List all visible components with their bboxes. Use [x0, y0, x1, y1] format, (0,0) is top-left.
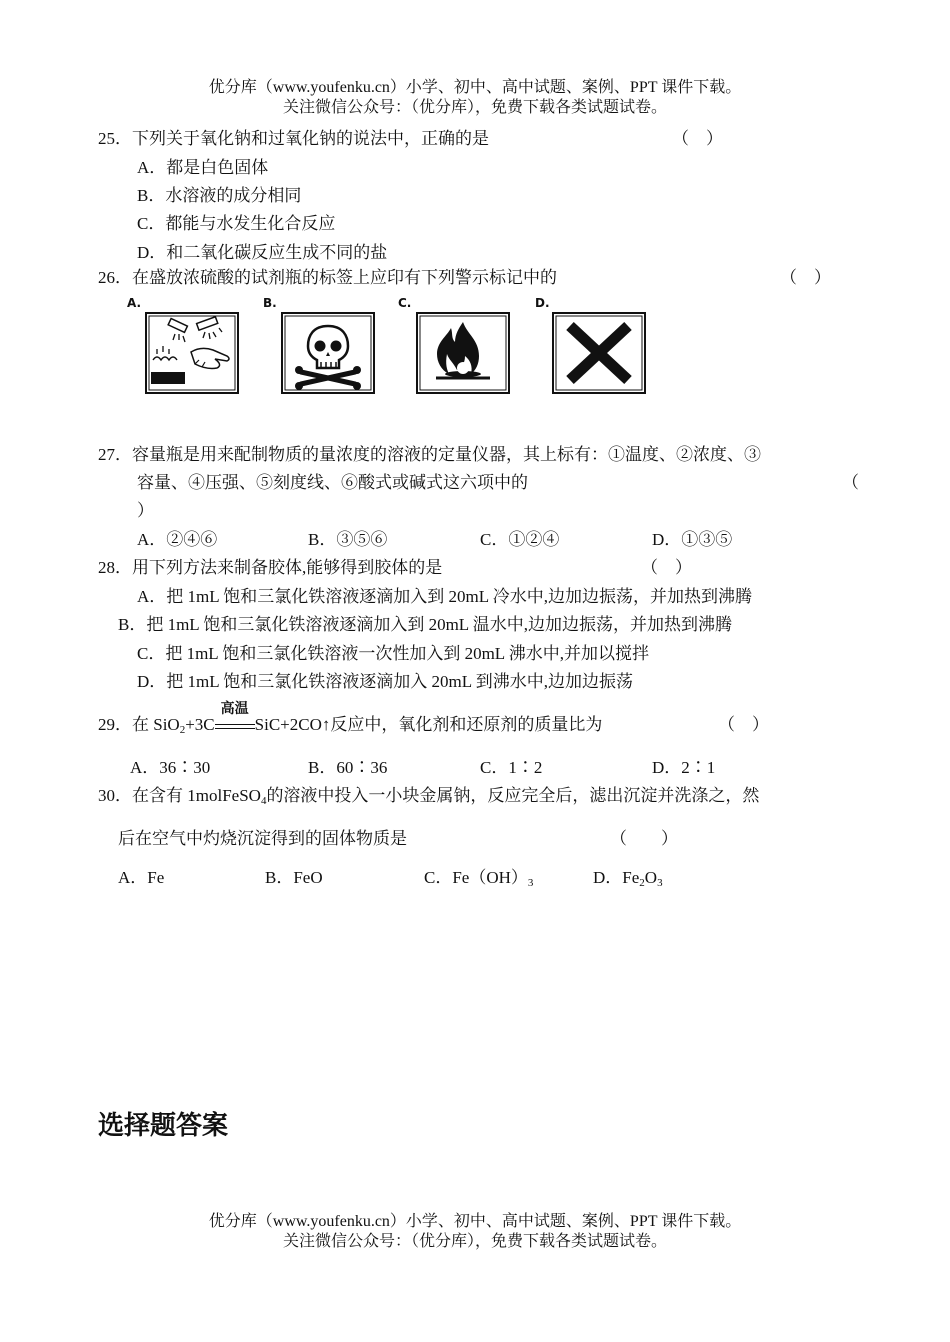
condition-label: 高温	[220, 701, 249, 717]
q30-option-a: A．Fe	[118, 868, 165, 887]
q25-option-c: C．都能与水发生化合反应	[137, 214, 336, 233]
q30-option-d-sub2: 3	[657, 877, 663, 889]
q29-stem	[98, 701, 603, 741]
q29-option-a: A．36∶30	[130, 758, 211, 777]
answers-section-title: 选择题答案	[98, 1111, 229, 1141]
page-header-line2: 关注微信公众号：（优分库），免费下载各类试题试卷。	[282, 99, 667, 116]
q29-answer-paren: （ ）	[718, 715, 769, 734]
q27-option-a: A．②④⑥	[137, 530, 218, 549]
q30-stem-a: 30．在含有 1molFeSO	[98, 786, 261, 805]
q28-stem: 28．用下列方法来制备胶体,能够得到胶体的是	[98, 558, 443, 577]
q29-sub: 2	[179, 724, 186, 736]
q29-products: SiC+2CO↑反应中，氧化剂和还原剂的质量比为	[254, 715, 603, 734]
q27-paren-open: （	[842, 473, 859, 492]
q30-option-d-text-a: D．Fe	[593, 868, 640, 887]
q25-stem: 25．下列关于氧化钠和过氧化钠的说法中，正确的是	[98, 129, 489, 148]
q30-stem-b: 的溶液中投入一小块金属钠，反应完全后，滤出沉淀并洗涤之，然	[266, 786, 760, 805]
q30-option-c	[424, 867, 533, 894]
q30-option-d-sub1: 2	[639, 877, 645, 889]
q27-stem-line2: 容量、④压强、⑤刻度线、⑥酸式或碱式这六项中的	[137, 473, 528, 492]
q29-option-c: C．1∶2	[480, 758, 543, 777]
q30-option-d	[593, 867, 663, 894]
q27-paren-close: ）	[137, 501, 154, 520]
q27-option-b: B．③⑤⑥	[308, 530, 388, 549]
corrosive-sign-icon	[145, 312, 239, 394]
q25-option-d: D．和二氧化碳反应生成不同的盐	[137, 243, 388, 262]
q30-option-c-sub: 3	[527, 877, 534, 889]
q28-option-d: D．把 1mL 饱和三氯化铁溶液逐滴加入 20mL 到沸水中,边加边振荡	[137, 672, 633, 691]
q29-option-b: B．60∶36	[308, 758, 388, 777]
page-footer-line1: 优分库（www.youfenku.cn）小学、初中、高中试题、案例、PPT 课件下载。	[208, 1213, 742, 1230]
q26-label-a: A.	[127, 296, 142, 310]
q30-option-c-text: C．Fe（OH）	[424, 868, 528, 887]
q30-option-d-text-b: O	[644, 868, 658, 887]
q29-reactant: +3C	[185, 715, 215, 734]
q30-answer-paren: （ ）	[610, 829, 678, 848]
q28-option-a: A．把 1mL 饱和三氯化铁溶液逐滴加入到 20mL 冷水中,边加边振荡，并加热到沸腾	[137, 587, 752, 606]
page-header-line1: 优分库（www.youfenku.cn）小学、初中、高中试题、案例、PPT 课件下载。	[208, 79, 742, 96]
q27-option-c: C．①②④	[480, 530, 560, 549]
q30-stem-sub: 4	[260, 795, 267, 807]
q25-option-b: B．水溶液的成分相同	[137, 186, 302, 205]
q27-stem-line1: 27．容量瓶是用来配制物质的量浓度的溶液的定量仪器，其上标有：①温度、②浓度、③	[98, 445, 761, 464]
q26-label-b: B.	[263, 296, 277, 310]
q29-option-d: D．2∶1	[652, 758, 716, 777]
q30-stem-line1	[98, 785, 759, 812]
q26-stem: 26．在盛放浓硫酸的试剂瓶的标签上应印有下列警示标记中的	[98, 268, 557, 287]
page-footer-line2: 关注微信公众号：（优分库），免费下载各类试题试卷。	[282, 1233, 667, 1250]
q30-stem-line2: 后在空气中灼烧沉淀得到的固体物质是	[118, 829, 407, 848]
q25-option-a: A．都是白色固体	[137, 158, 269, 177]
q25-answer-paren: （ ）	[672, 129, 723, 148]
reaction-condition	[215, 701, 255, 736]
q29-prefix: 29．在 SiO	[98, 715, 180, 734]
flammable-sign-icon	[416, 312, 510, 394]
q27-option-d: D．①③⑤	[652, 530, 733, 549]
q26-label-c: C.	[398, 296, 412, 310]
q26-label-d: D.	[535, 296, 550, 310]
q28-answer-paren: （ ）	[641, 558, 692, 577]
q26-answer-paren: （ ）	[780, 268, 831, 287]
q28-option-b: B．把 1mL 饱和三氯化铁溶液逐滴加入到 20mL 温水中,边加边振荡，并加热到沸腾	[118, 615, 733, 634]
q30-option-b: B．FeO	[265, 868, 323, 887]
toxic-sign-icon	[281, 312, 375, 394]
q28-option-c: C．把 1mL 饱和三氯化铁溶液一次性加入到 20mL 沸水中,并加以搅拌	[137, 644, 650, 663]
harmful-sign-icon	[552, 312, 646, 394]
